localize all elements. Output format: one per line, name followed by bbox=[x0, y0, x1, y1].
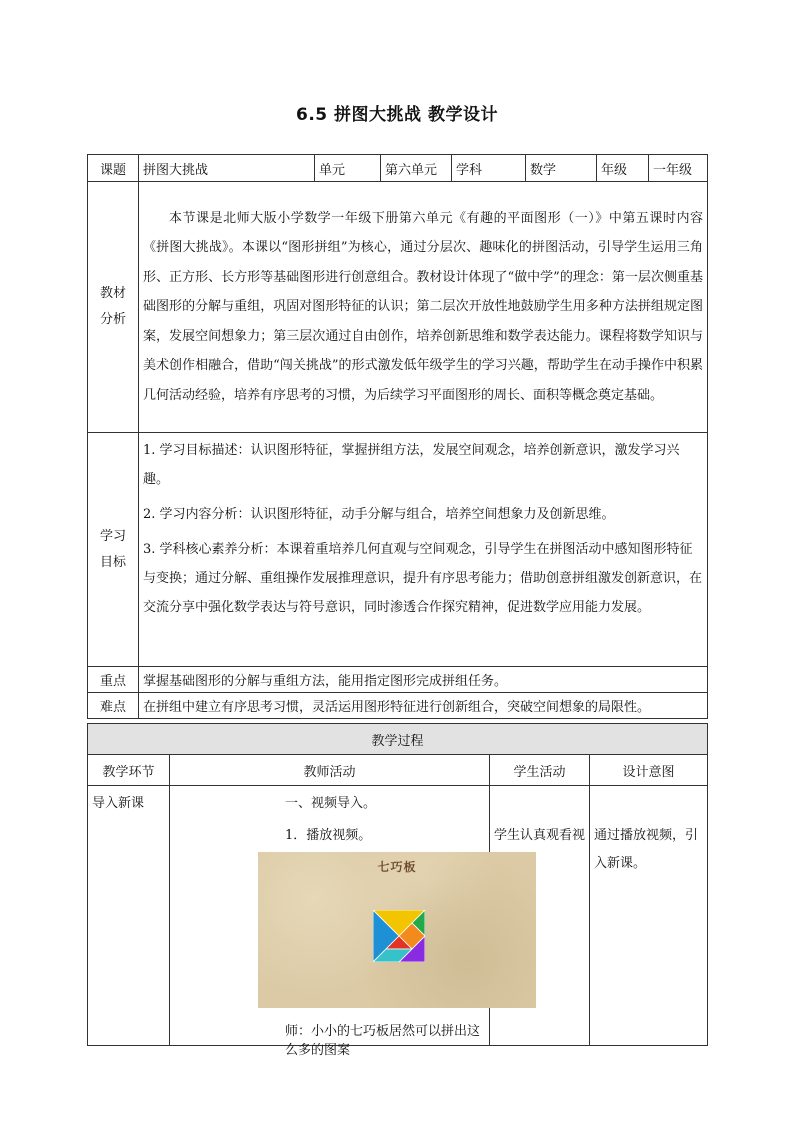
difficulty-row bbox=[88, 693, 708, 719]
grade-label: 年级 bbox=[597, 155, 649, 182]
document-title: 6.5 拼图大挑战 教学设计 bbox=[296, 105, 498, 125]
analysis-label bbox=[88, 182, 139, 433]
teaching-process-table bbox=[87, 723, 708, 1058]
key-point-row bbox=[88, 667, 708, 693]
analysis-text: 本节课是北师大版小学数学一年级下册第六单元《有趣的平面图形（一）》中第五课时内容《拼图大挑战》。本课以“图形拼组”为核心，通过分层次、趣味化的拼图活动，引导学生运用三角形、正方形、长方形等基础图形进行创意组合。教材设计体现了“做中学”的理念：第一层次侧重基础图形的分解与重组，巩固对图形特征的认识；第二层次开放性地鼓励学生用多种方法拼组规定图案，发展空间想象力；第三层次通过自由创作，培养创新思维和数学表达能力。课程将数学知识与美术创作相融合，借助“闯关挑战”的形式激发低年级学生的学习兴趣，帮助学生在动手操作中积累几何活动经验，培养有序思考的习惯，为后续学习平面图形的周长、面积等概念奠定基础。 bbox=[143, 210, 703, 403]
subject-label: 学科 bbox=[452, 155, 526, 182]
analysis-row bbox=[88, 182, 708, 433]
teacher-line-1: 一、视频导入。 bbox=[285, 796, 377, 811]
difficulty-label: 难点 bbox=[88, 693, 139, 719]
lesson-info-table bbox=[87, 154, 708, 719]
key-point-text: 掌握基础图形的分解与重组方法，能用指定图形完成拼组任务。 bbox=[139, 667, 708, 693]
column-teacher: 教师活动 bbox=[170, 755, 490, 786]
goals-label-line2: 目标 bbox=[99, 554, 126, 570]
topic-value: 拼图大挑战 bbox=[139, 155, 315, 182]
teacher-activity-cell bbox=[170, 786, 490, 1058]
goals-row bbox=[88, 433, 708, 667]
process-heading: 教学过程 bbox=[88, 724, 708, 755]
process-row-intro bbox=[88, 786, 708, 1046]
goals-label-line1: 学习 bbox=[99, 528, 126, 544]
grade-value: 一年级 bbox=[649, 155, 708, 182]
goal-item-3: 3. 学科核心素养分析：本课着重培养几何直观与空间观念，引导学生在拼图活动中感知图形特征与变换；通过分解、重组操作发展推理意识，提升有序思考能力；借助创意拼组激发创新意识，在交流分享中强化数学表达与符号意识，同时渗透合作探究精神，促进数学应用能力发展。 bbox=[143, 542, 703, 615]
teacher-quote: 师：小小的七巧板居然可以拼出这么多的图案 bbox=[285, 1024, 481, 1058]
column-intent: 设计意图 bbox=[590, 755, 708, 786]
difficulty-text: 在拼组中建立有序思考习惯，灵活运用图形特征进行创新组合，突破空间想象的局限性。 bbox=[139, 693, 708, 719]
info-row bbox=[88, 155, 708, 182]
goals-label bbox=[88, 433, 139, 667]
teacher-line-2: 1．播放视频。 bbox=[285, 828, 372, 843]
design-intent-cell: 通过播放视频，引入新课。 bbox=[590, 786, 708, 1046]
goal-item-1: 1. 学习目标描述：认识图形特征，掌握拼组方法，发展空间观念，培养创新意识，激发学习兴趣。 bbox=[143, 443, 680, 487]
analysis-label-line2: 分析 bbox=[99, 312, 126, 327]
image-caption: 七巧板 bbox=[377, 860, 417, 874]
process-heading-row bbox=[88, 724, 708, 755]
key-point-label: 重点 bbox=[88, 667, 139, 693]
process-columns-row bbox=[88, 755, 708, 786]
unit-value: 第六单元 bbox=[381, 155, 452, 182]
column-student: 学生活动 bbox=[490, 755, 590, 786]
student-activity-cell: 学生认真观看视 bbox=[490, 786, 590, 1046]
stage-cell: 导入新课 bbox=[88, 786, 170, 1046]
column-stage: 教学环节 bbox=[88, 755, 170, 786]
goals-content bbox=[139, 433, 708, 667]
goal-item-2: 2. 学习内容分析：认识图形特征，动手分解与组合，培养空间想象力及创新思维。 bbox=[143, 507, 615, 522]
subject-value: 数学 bbox=[526, 155, 597, 182]
unit-label: 单元 bbox=[315, 155, 381, 182]
tangram-video-image bbox=[258, 852, 536, 1008]
analysis-label-line1: 教材 bbox=[99, 286, 126, 301]
tangram-puzzle-icon bbox=[373, 910, 425, 962]
topic-label: 课题 bbox=[88, 155, 139, 182]
